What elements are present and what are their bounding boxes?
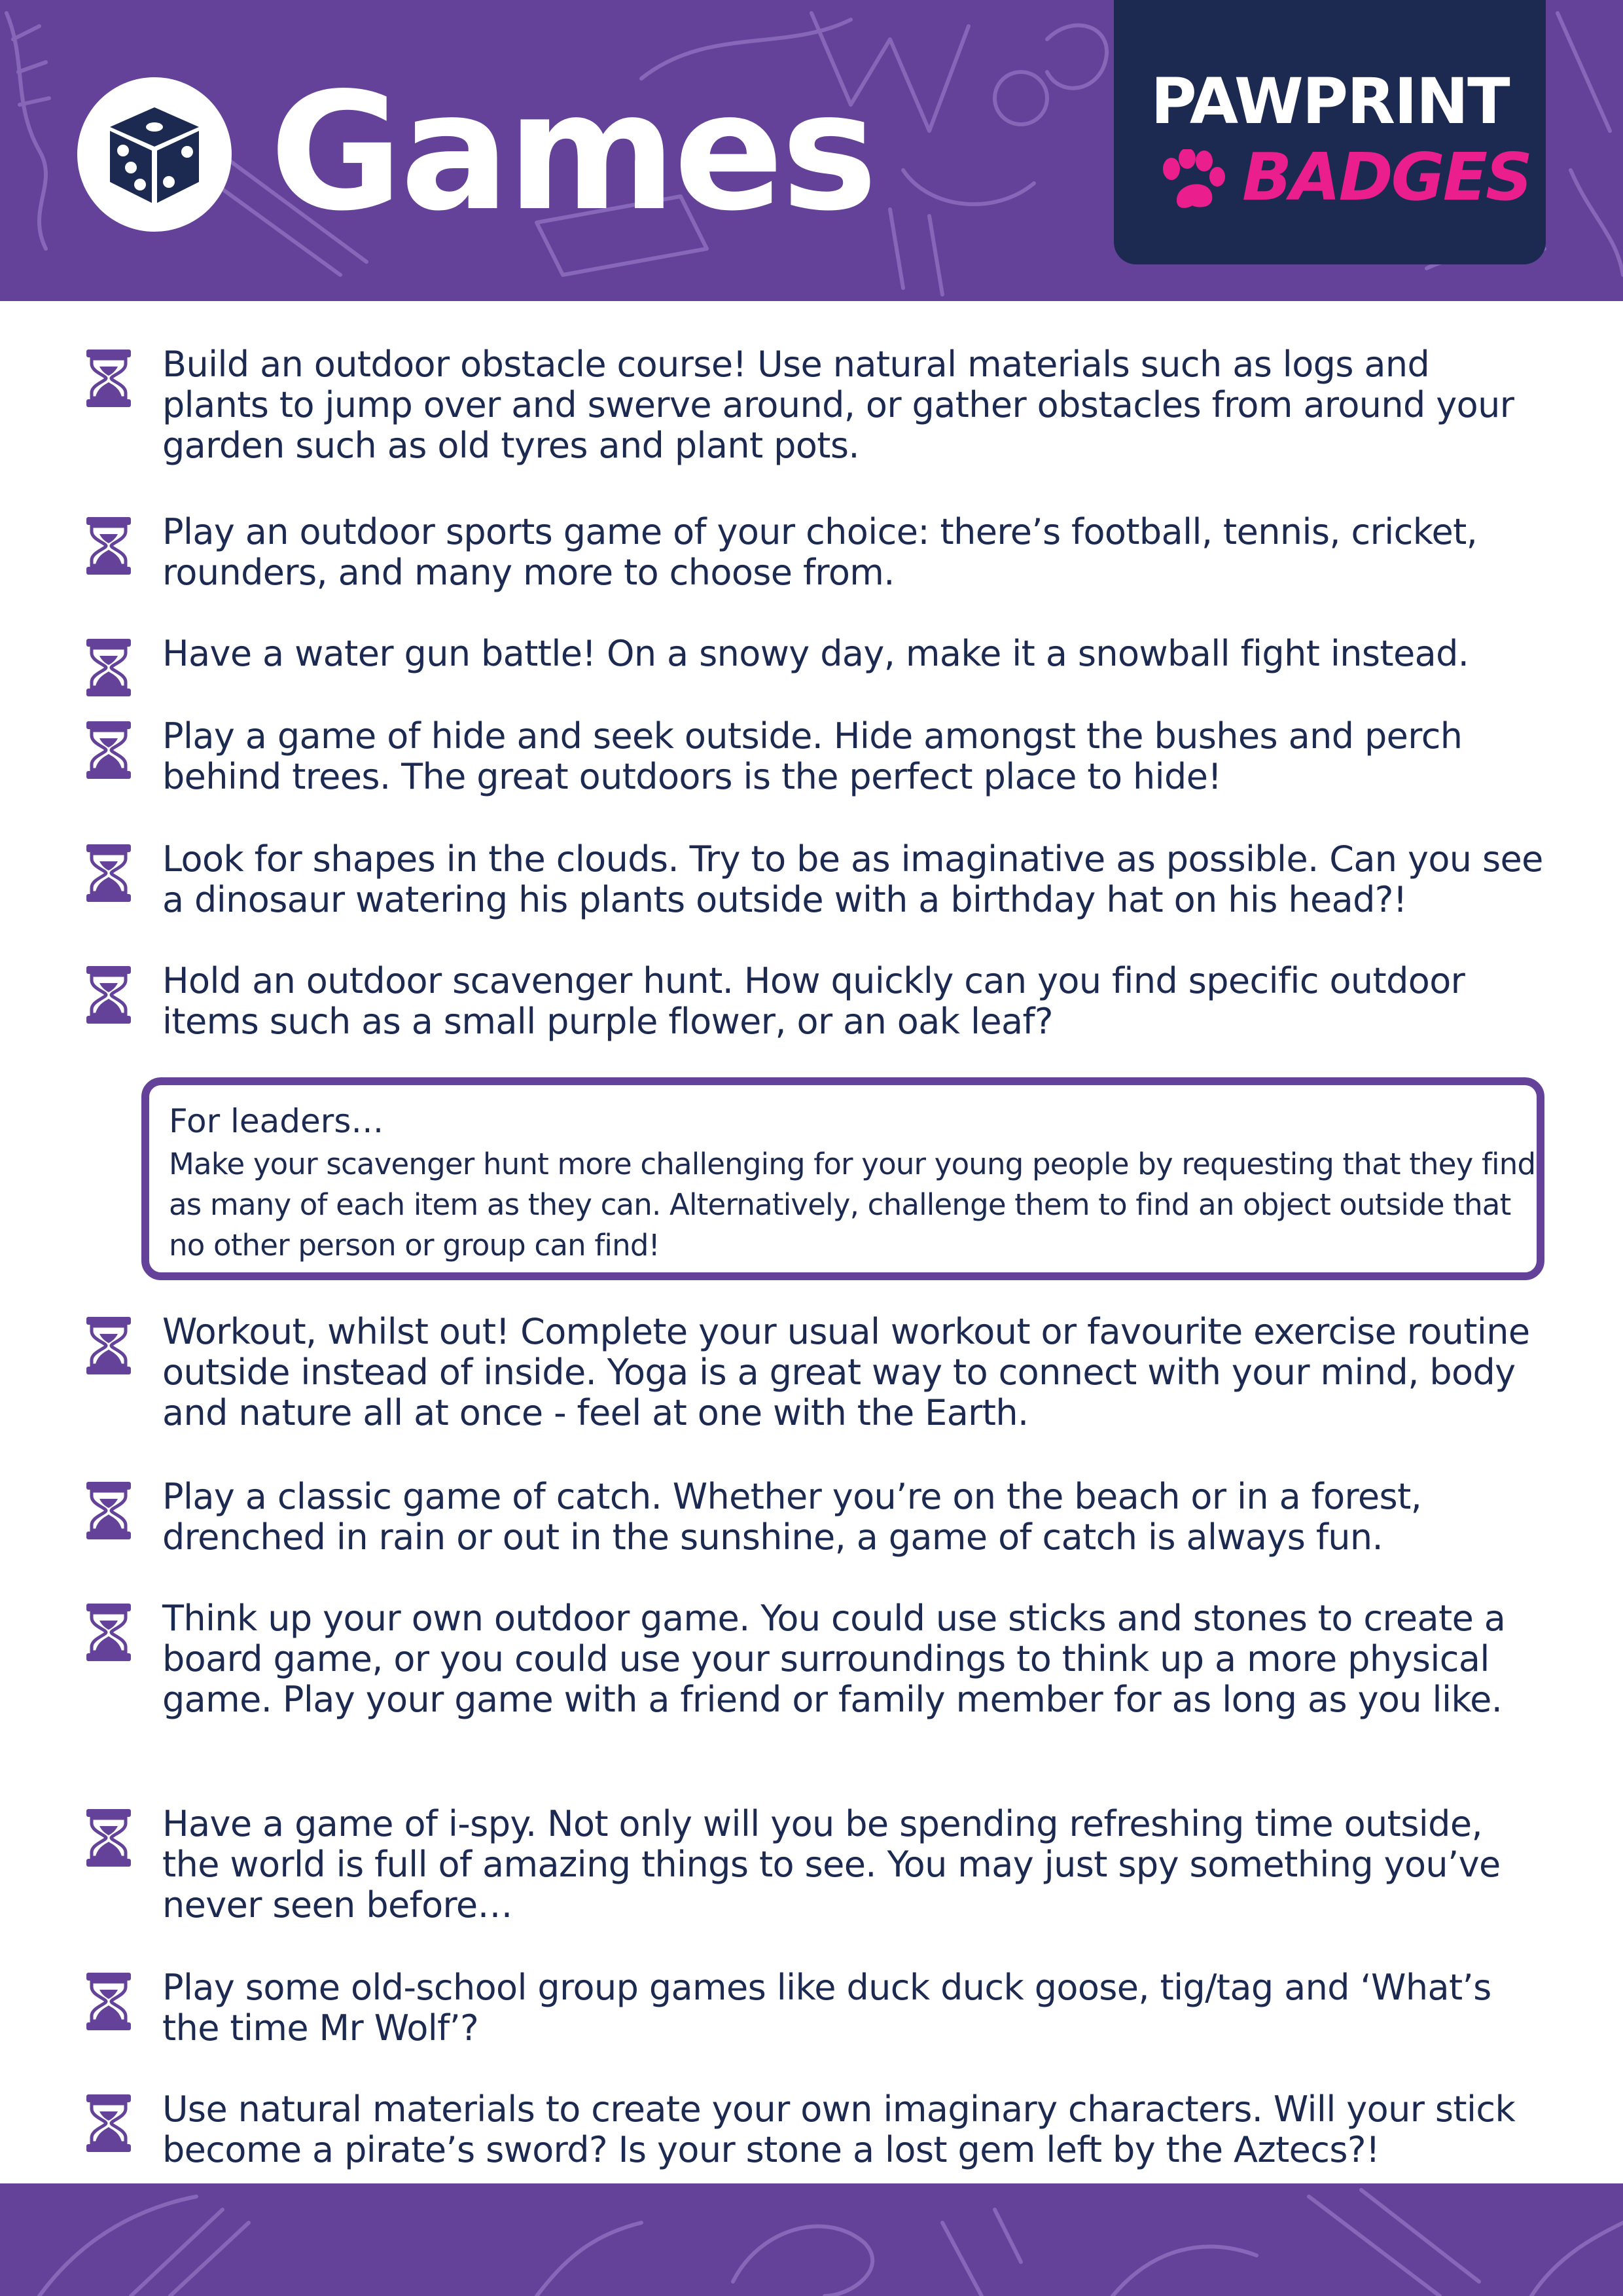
- hourglass-icon: [85, 1604, 132, 1661]
- item-text: Have a water gun battle! On a snowy day, make it a snowball fight instead.: [162, 633, 1469, 674]
- paw-icon: [1157, 149, 1229, 215]
- brand-line1: PAWPRINT: [1150, 65, 1509, 138]
- footer-banner: [0, 2183, 1623, 2296]
- item-text: Play some old-school group games like duck duck goose, tig/tag and ‘What’s the time Mr Wolf’?: [162, 1967, 1491, 2049]
- hourglass-icon: [85, 1973, 132, 2030]
- hourglass-icon: [85, 350, 132, 407]
- item-text: Play a game of hide and seek outside. Hide amongst the bushes and perch behind trees. The great outdoors is the perfect place to hide!: [162, 715, 1463, 797]
- item-text: Think up your own outdoor game. You could use sticks and stones to create a board game, or you could use your surroundings to think up a more physical game. Play your game with a friend or family member for as long as you like.: [162, 1598, 1506, 1720]
- leaders-title: For leaders…: [169, 1102, 384, 1140]
- dice-icon-badge: [77, 77, 232, 232]
- hourglass-icon: [85, 639, 132, 696]
- hourglass-icon: [85, 1809, 132, 1867]
- header-banner: [0, 0, 1623, 301]
- hourglass-icon: [85, 1317, 132, 1374]
- page-title: Games: [270, 58, 876, 247]
- item-text: Use natural materials to create your own imaginary characters. Will your stick become a pirate’s sword? Is your stone a lost gem left by the Aztecs?!: [162, 2089, 1516, 2170]
- item-text: Play a classic game of catch. Whether you’re on the beach or in a forest, drenched in rain or out in the sunshine, a game of catch is always fun.: [162, 1476, 1422, 1558]
- item-text: Have a game of i-spy. Not only will you be spending refreshing time outside, the world is full of amazing things to see. You may just spy something you’ve never seen before…: [162, 1803, 1501, 1926]
- hourglass-icon: [85, 844, 132, 902]
- hourglass-icon: [85, 721, 132, 779]
- brand-logo: [1114, 0, 1546, 264]
- item-text: Workout, whilst out! Complete your usual workout or favourite exercise routine outside instead of inside. Yoga is a great way to connect with your mind, body and nature all at once - feel at one with the Earth.: [162, 1311, 1530, 1433]
- item-text: Build an outdoor obstacle course! Use natural materials such as logs and plants to jump over and swerve around, or gather obstacles from around your garden such as old tyres and plant pots.: [162, 344, 1514, 466]
- item-text: Look for shapes in the clouds. Try to be as imaginative as possible. Can you see a dinosaur watering his plants outside with a birthday hat on his head?!: [162, 838, 1543, 920]
- hourglass-icon: [85, 1482, 132, 1539]
- leaders-text: Make your scavenger hunt more challenging for your young people by requesting that they find as many of each item as they can. Alternatively, challenge them to find an object outside that no other person or group can find!: [169, 1147, 1536, 1263]
- dice-icon: [77, 77, 232, 232]
- item-text: Play an outdoor sports game of your choice: there’s football, tennis, cricket, rounders, and many more to choose from.: [162, 511, 1478, 593]
- hourglass-icon: [85, 517, 132, 575]
- decorative-doodles: [0, 2183, 1623, 2296]
- item-text: Hold an outdoor scavenger hunt. How quickly can you find specific outdoor items such as a small purple flower, or an oak leaf?: [162, 960, 1465, 1042]
- hourglass-icon: [85, 966, 132, 1024]
- leaders-tip-box: [141, 1077, 1544, 1280]
- hourglass-icon: [85, 2094, 132, 2152]
- brand-line2: BADGES: [1242, 139, 1531, 215]
